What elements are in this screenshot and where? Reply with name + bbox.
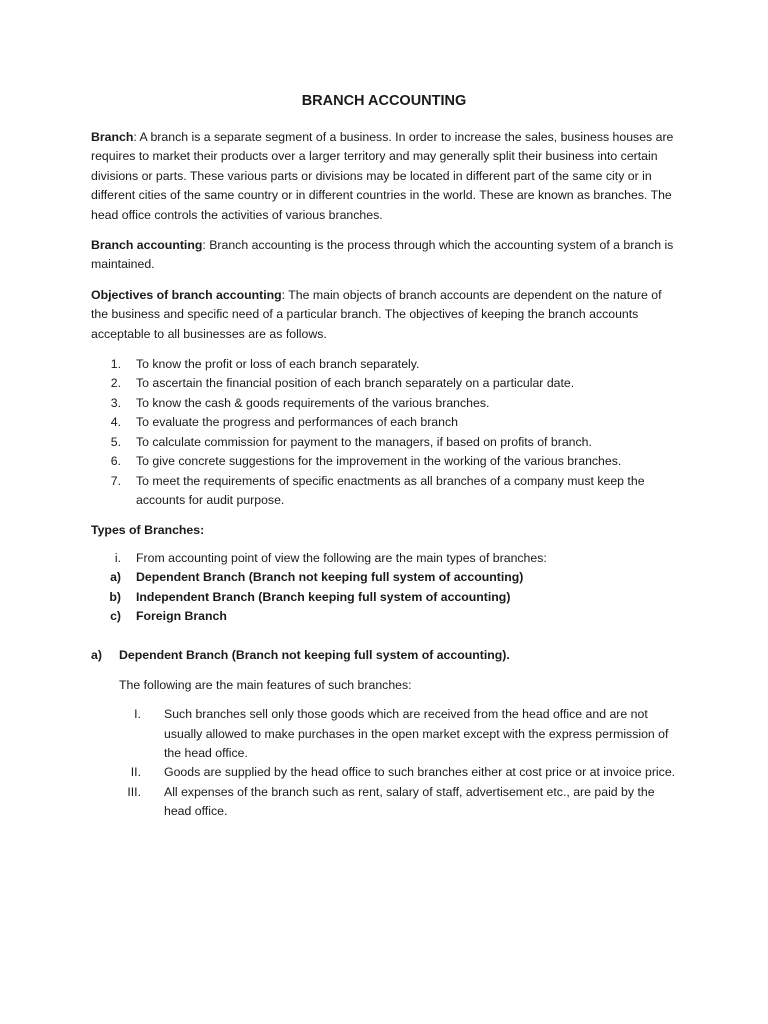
types-intro-text: From accounting point of view the following are the main types of branches: xyxy=(136,550,547,565)
types-intro xyxy=(91,549,677,568)
list-marker: II. xyxy=(130,765,141,780)
list-item-text: To know the profit or loss of each branch separately. xyxy=(136,357,420,372)
list-marker: 1. xyxy=(110,357,121,372)
list-item xyxy=(91,705,677,763)
type-item-text: Dependent Branch (Branch not keeping full system of accounting) xyxy=(136,570,524,585)
list-item-text: All expenses of the branch such as rent, salary of staff, advertisement etc., are paid by the head office. xyxy=(164,784,655,819)
list-item xyxy=(91,355,677,374)
objectives-text: : The main objects of branch accounts are dependent on the nature of the business and specific need of a particular branch. The objectives of keeping the branch accounts acceptable to all businesses are as follows. xyxy=(91,287,662,341)
features-list xyxy=(91,705,677,821)
list-item-text: To know the cash & goods requirements of the various branches. xyxy=(136,395,490,410)
type-item xyxy=(91,588,677,607)
list-marker: i. xyxy=(114,550,121,565)
list-item xyxy=(91,472,677,511)
section-marker: a) xyxy=(91,648,102,663)
types-heading xyxy=(91,521,677,540)
list-item xyxy=(91,783,677,822)
objectives-list xyxy=(91,355,677,510)
list-marker: I. xyxy=(134,707,141,722)
list-item xyxy=(91,433,677,452)
list-marker: 7. xyxy=(110,473,121,488)
list-item xyxy=(91,394,677,413)
type-item-text: Independent Branch (Branch keeping full system of accounting) xyxy=(136,589,511,604)
types-list xyxy=(91,549,677,627)
objectives-term: Objectives of branch accounting xyxy=(91,287,282,302)
list-marker: 2. xyxy=(110,376,121,391)
list-marker: a) xyxy=(110,570,121,585)
list-item-text: Such branches sell only those goods which are received from the head office and are not usually allowed to make purchases in the open market except with the express permission of the head office. xyxy=(164,707,669,760)
branch-text: : A branch is a separate segment of a business. In order to increase the sales, business houses are requires to market their products over a larger territory and may generally split their business into certain divisions or parts. These various parts or divisions may be located in different part of the same city or in different cities of the same country or in different countries in the world. These are known as branches. The head office controls the activities of various branches. xyxy=(91,130,674,222)
list-item-text: To meet the requirements of specific enactments as all branches of a company must keep the accounts for audit purpose. xyxy=(136,473,645,507)
list-item-text: To evaluate the progress and performances of each branch xyxy=(136,415,458,430)
list-marker: 5. xyxy=(110,434,121,449)
document-body xyxy=(91,92,677,822)
list-item xyxy=(91,374,677,393)
branch-accounting-text: : Branch accounting is the process through which the accounting system of a branch is maintained. xyxy=(91,238,674,272)
type-item-text: Foreign Branch xyxy=(136,608,227,623)
section-a-heading-text: Dependent Branch (Branch not keeping full system of accounting). xyxy=(119,648,510,663)
list-marker: c) xyxy=(110,608,121,623)
list-item xyxy=(91,452,677,471)
list-item xyxy=(91,763,677,782)
branch-term: Branch xyxy=(91,130,134,144)
list-item-text: To calculate commission for payment to the managers, if based on profits of branch. xyxy=(136,434,592,449)
type-item xyxy=(91,607,677,626)
list-marker: 4. xyxy=(110,415,121,430)
list-marker: 6. xyxy=(110,454,121,469)
list-item-text: Goods are supplied by the head office to such branches either at cost price or at invoice price. xyxy=(164,765,676,780)
branch-accounting-term: Branch accounting xyxy=(91,238,203,253)
list-marker: 3. xyxy=(110,395,121,410)
types-heading-text: Types of Branches: xyxy=(91,523,205,538)
objectives-definition xyxy=(91,286,677,344)
section-a-heading xyxy=(91,646,677,665)
list-marker: b) xyxy=(109,589,121,604)
list-item xyxy=(91,413,677,432)
branch-definition xyxy=(91,128,677,225)
type-item xyxy=(91,568,677,587)
section-a-intro: The following are the main features of such branches: xyxy=(119,677,412,692)
list-item-text: To give concrete suggestions for the improvement in the working of the various branches. xyxy=(136,454,622,469)
list-marker: III. xyxy=(127,784,141,799)
branch-accounting-definition xyxy=(91,236,677,275)
page-title: BRANCH ACCOUNTING xyxy=(301,93,467,109)
list-item-text: To ascertain the financial position of each branch separately on a particular date. xyxy=(136,376,575,391)
